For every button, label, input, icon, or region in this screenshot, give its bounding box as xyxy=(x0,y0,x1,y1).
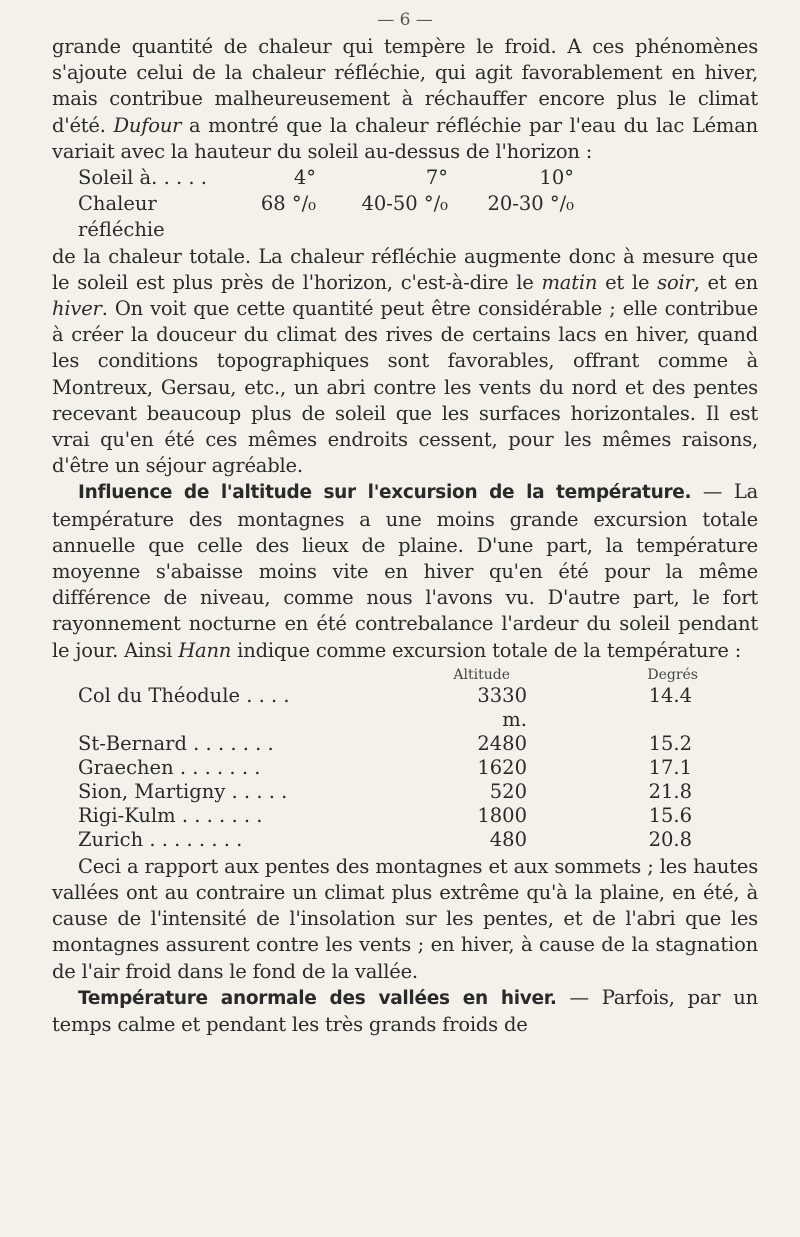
paragraph-text: . On voit que cette quantité peut être considérable ; elle contribue à créer la douceur du climat des rives de certains lacs en hiver, quand les conditions topographiques sont favorables, offrant comme à Montreux, Gersau, etc., un abri contre les vents du nord et des pentes recevant beaucoup plus de soleil que les surfaces horizontales. Il est vrai qu'en été ces mêmes endroits cessent, pour les mêmes raisons, d'être un séjour agréable. xyxy=(52,297,758,478)
table-cell: Soleil à. . . . . xyxy=(78,166,207,190)
table-cell: 20.8 xyxy=(648,827,692,851)
page xyxy=(52,10,758,1038)
table-cell: 4° xyxy=(293,166,316,190)
table-row xyxy=(78,165,758,191)
table-row xyxy=(52,684,758,732)
altitude-table xyxy=(52,666,758,852)
emphasis-text: hiver xyxy=(52,297,102,321)
table-cell: Col du Théodule . . . . xyxy=(78,683,290,707)
table-header xyxy=(52,666,758,684)
paragraph-text: — Parfois, par un temps calme et pendant les très grands froids de xyxy=(52,985,759,1037)
emphasis-text: matin xyxy=(541,270,598,294)
table-row xyxy=(52,780,758,804)
table-cell: 1620 xyxy=(477,755,527,779)
table-cell: 14.4 xyxy=(648,683,692,707)
table-row xyxy=(78,191,758,243)
paragraph-altitude xyxy=(52,479,758,663)
paragraph-text: — La température des montagnes a une moins grande excursion totale annuelle que celle des lieux de plaine. D'une part, la température moyenne s'abaisse moins vite en hiver qu'en été pour la même différence de niveau, comme nous l'avons vu. D'autre part, le fort rayonnement nocturne en été contrebalance l'ardeur du soleil pendant le jour. Ainsi xyxy=(52,480,758,662)
table-cell: 520 xyxy=(489,779,527,803)
section-heading: Influence de l'altitude sur l'excursion de la température. xyxy=(78,482,692,504)
table-cell: 68 °/₀ xyxy=(260,192,316,216)
paragraph-text: et le xyxy=(605,270,650,294)
table-cell: Rigi-Kulm . . . . . . . xyxy=(78,803,263,827)
table-row xyxy=(52,756,758,780)
paragraph-reflected-heat xyxy=(52,34,758,165)
table-cell: 7° xyxy=(425,166,448,190)
table-cell: 2480 xyxy=(477,731,527,755)
table-row xyxy=(52,828,758,852)
table-cell: St-Bernard . . . . . . . xyxy=(78,731,274,755)
table-cell: 15.6 xyxy=(648,803,692,827)
table-cell: 21.8 xyxy=(648,779,692,803)
sun-angle-table xyxy=(78,165,758,244)
table-cell: 15.2 xyxy=(648,731,692,755)
section-heading: Température anormale des vallées en hiver. xyxy=(78,987,557,1009)
paragraph-text: grande quantité de chaleur qui tempère le froid. A ces phénomènes s'ajoute celui de la chaleur réfléchie, qui agit favorablement en hiver, mais contribue malheureusement à réchauffer encore plus le climat d'été. xyxy=(52,35,758,137)
table-cell: 20-30 °/₀ xyxy=(487,192,574,216)
author-name: Dufour xyxy=(113,113,182,137)
column-header: Altitude xyxy=(453,666,510,683)
table-cell: 1800 xyxy=(477,803,527,827)
table-cell: 10° xyxy=(539,166,574,190)
column-header: Degrés xyxy=(647,666,698,683)
paragraph-text: de la chaleur totale. La chaleur réfléchie augmente donc à mesure que le soleil est plus près de l'horizon, c'est-à-dire le xyxy=(52,244,758,294)
paragraph-text: , et en xyxy=(693,270,759,294)
table-row xyxy=(52,804,758,828)
page-number: — 6 — xyxy=(377,10,433,30)
paragraph-anomalous-temperature xyxy=(52,985,758,1038)
table-cell: Chaleur réfléchie xyxy=(78,192,165,242)
table-cell: 3330 m. xyxy=(477,683,527,731)
emphasis-text: soir xyxy=(657,270,694,294)
table-row xyxy=(52,732,758,756)
paragraph-text: a montré que la chaleur réfléchie par l'eau du lac Léman variait avec la hauteur du soleil au-dessus de l'horizon : xyxy=(52,113,758,163)
table-cell: Sion, Martigny . . . . . xyxy=(78,779,288,803)
table-cell: Zurich . . . . . . . . xyxy=(78,827,243,851)
paragraph-text: indique comme excursion totale de la température : xyxy=(237,638,742,662)
table-cell: 40-50 °/₀ xyxy=(361,192,448,216)
table-cell: Graechen . . . . . . . xyxy=(78,755,261,779)
paragraph-reflected-heat-continued xyxy=(52,244,758,480)
table-cell: 17.1 xyxy=(648,755,692,779)
author-name: Hann xyxy=(178,638,232,662)
table-cell: 480 xyxy=(489,827,527,851)
paragraph-valleys: Ceci a rapport aux pentes des montagnes et aux sommets ; les hautes vallées ont au contraire un climat plus extrême qu'à la plaine, en été, à cause de l'intensité de l'insolation sur les pentes, et de l'abri que les montagnes assurent contre les vents ; en hiver, à cause de la stagnation de l'air froid dans le fond de la vallée. xyxy=(52,854,758,983)
